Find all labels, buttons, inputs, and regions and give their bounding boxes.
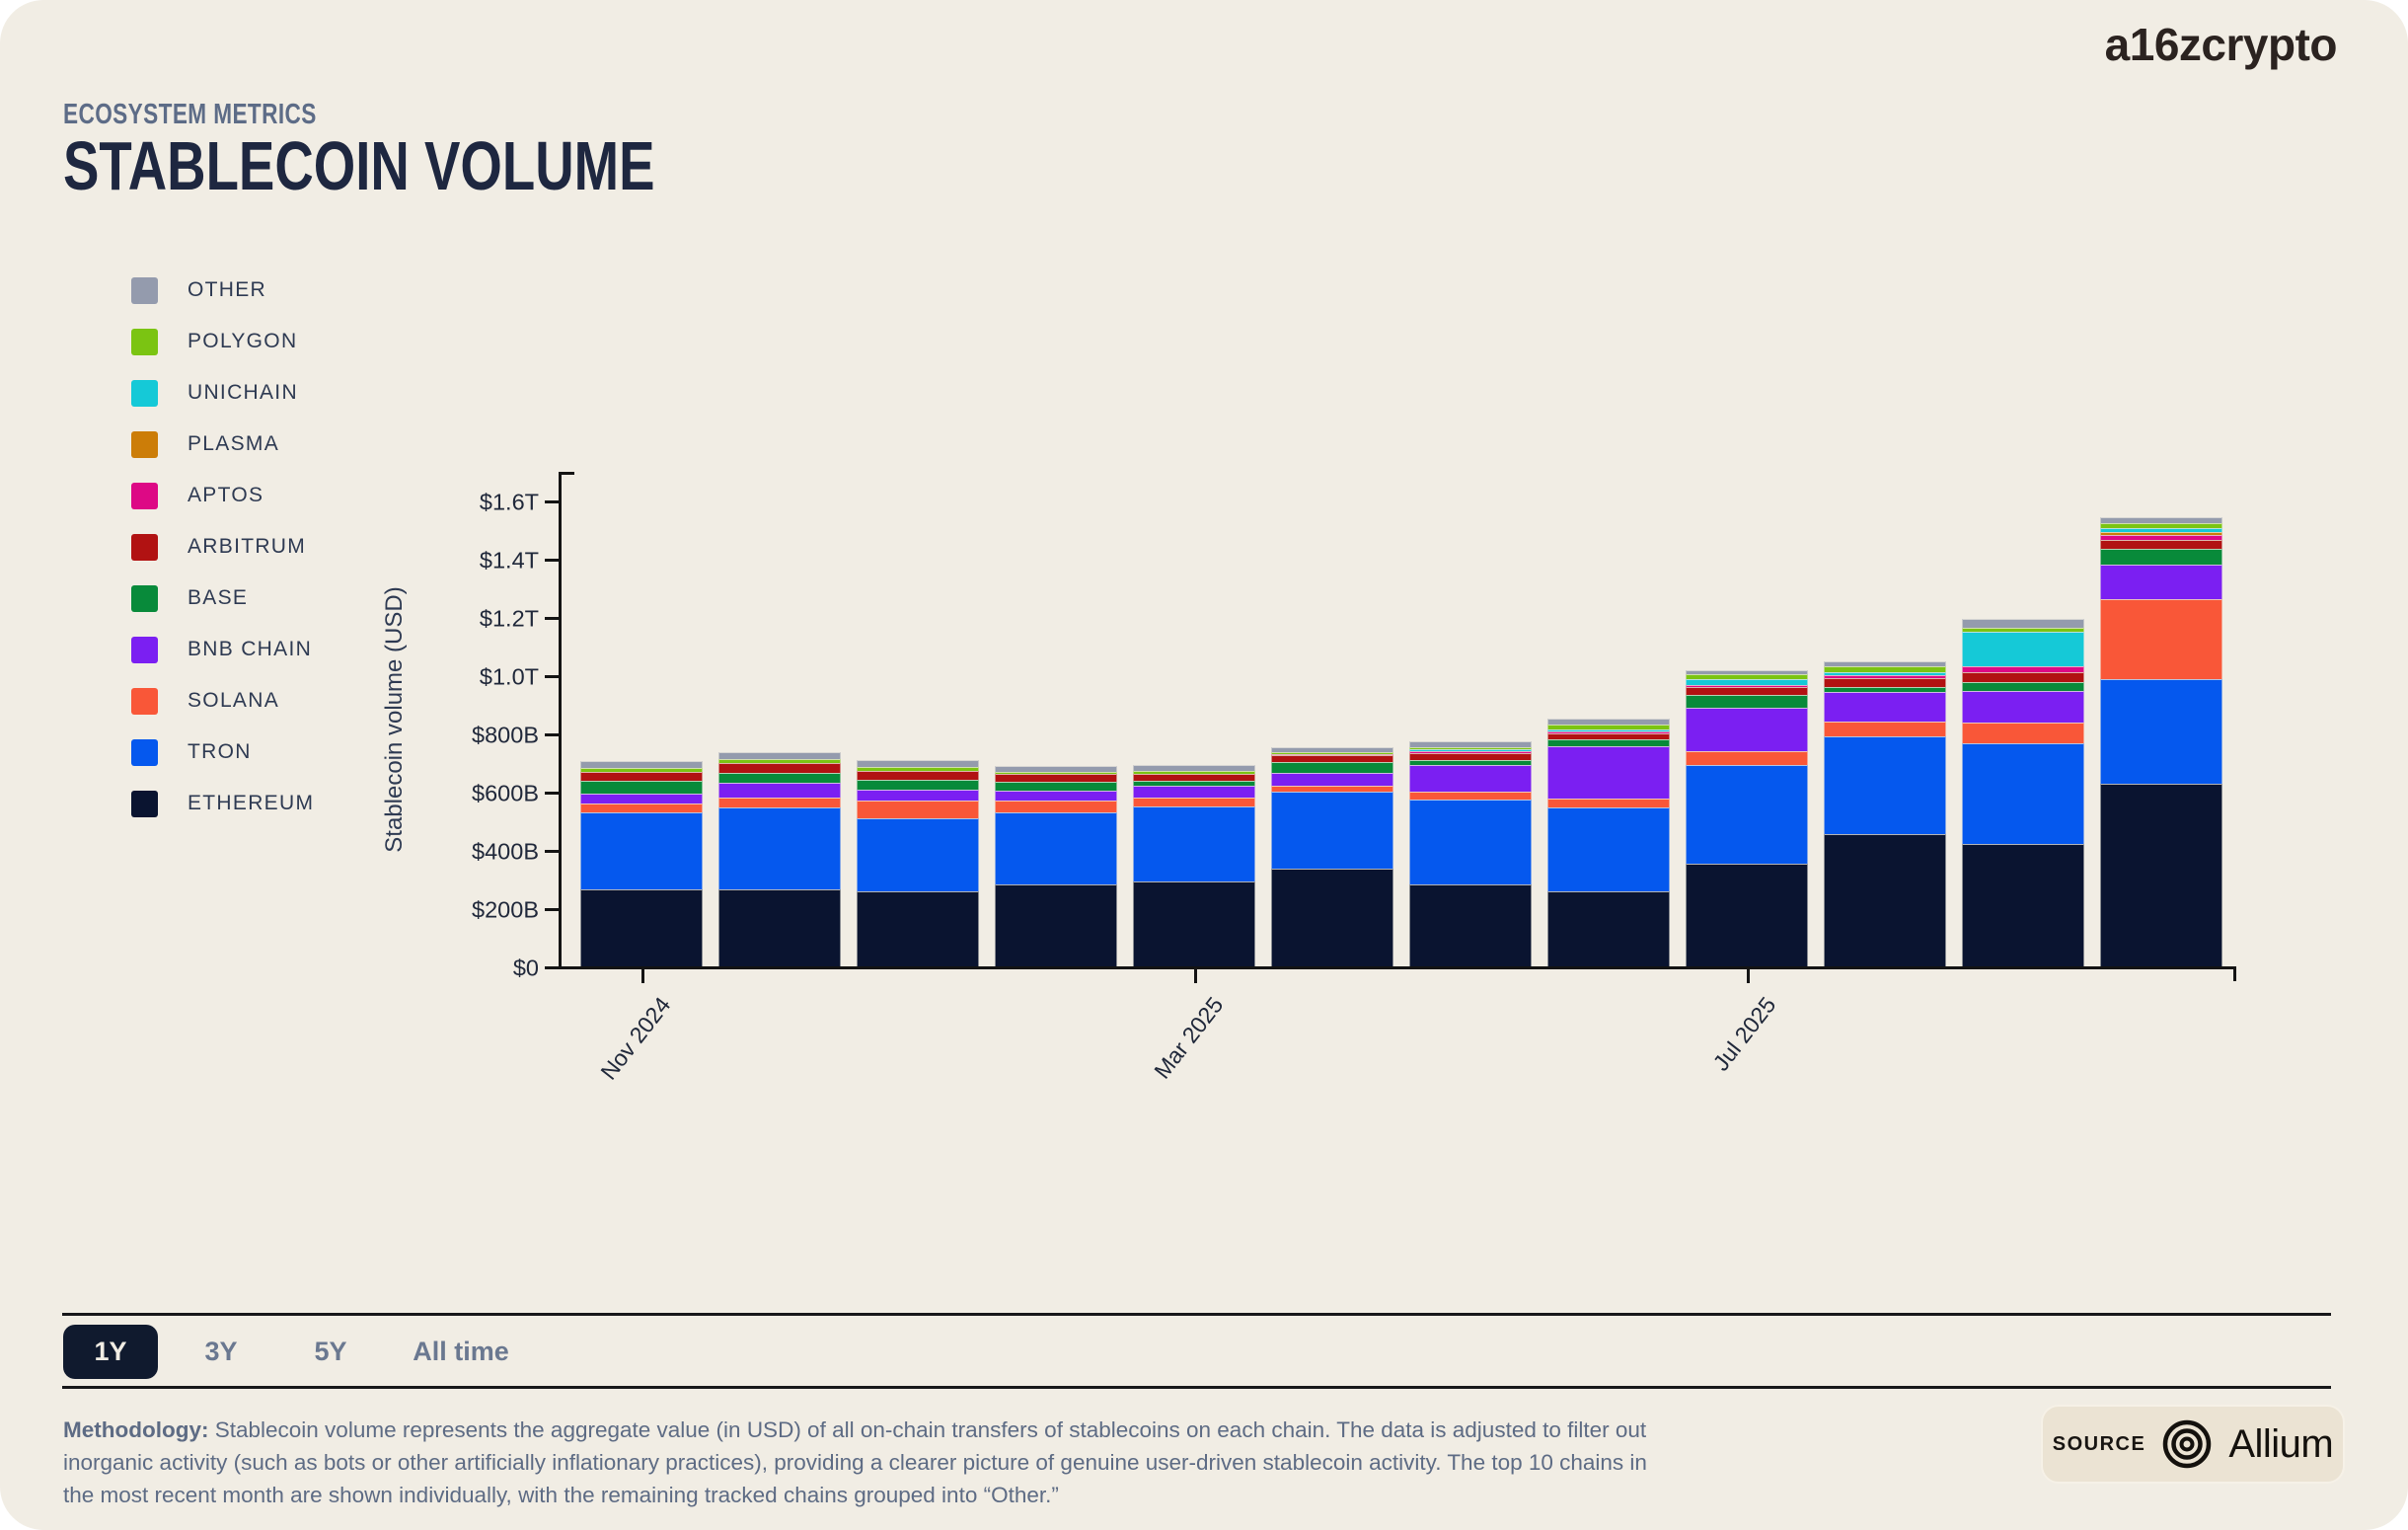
y-axis-line [559,472,562,969]
legend-swatch [131,688,158,715]
segment-arbitrum[interactable] [1962,672,2084,682]
segment-bnb-chain[interactable] [1824,692,1946,722]
segment-bnb-chain[interactable] [2100,565,2222,599]
y-tick [545,733,559,736]
segment-base[interactable] [857,780,979,790]
legend-label: APTOS [188,484,264,506]
segment-base[interactable] [995,782,1117,791]
segment-ethereum[interactable] [1824,834,1946,966]
segment-bnb-chain[interactable] [1271,773,1393,786]
segment-other[interactable] [1962,619,2084,627]
x-tick [1747,969,1750,983]
segment-unichain[interactable] [1686,679,1808,686]
segment-unichain[interactable] [1962,632,2084,666]
segment-ethereum[interactable] [1547,891,1670,966]
segment-base[interactable] [1547,739,1670,746]
bar-oct-2025[interactable] [2100,517,2222,966]
segment-tron[interactable] [1686,765,1808,863]
x-tick-label: Nov 2024 [595,992,676,1085]
segment-arbitrum[interactable] [1824,678,1946,687]
a16zcrypto-logo[interactable]: a16zcrypto [2104,19,2337,70]
y-tick-label: $600B [472,780,539,805]
segment-arbitrum[interactable] [2100,540,2222,548]
bar-jan-2025[interactable] [857,760,979,966]
segment-base[interactable] [2100,549,2222,565]
legend-item-polygon[interactable] [131,327,297,356]
legend-item-plasma[interactable] [131,429,279,459]
legend-label: TRON [188,740,252,763]
segment-arbitrum[interactable] [1133,774,1255,781]
segment-solana[interactable] [995,801,1117,812]
methodology-label: Methodology: [63,1417,209,1442]
segment-tron[interactable] [718,807,841,889]
legend-item-arbitrum[interactable] [131,532,306,562]
segment-tron[interactable] [857,818,979,891]
legend-swatch [131,277,158,304]
legend-swatch [131,483,158,509]
allium-bullseye-icon [2161,1418,2213,1470]
bar-nov-2024[interactable] [580,761,703,966]
segment-solana[interactable] [1133,798,1255,806]
legend-label: ARBITRUM [188,535,307,558]
x-tick [641,969,644,983]
x-tick-label: Mar 2025 [1149,992,1229,1084]
source-badge[interactable] [2041,1405,2345,1484]
range-button-3y[interactable]: 3Y [204,1337,238,1366]
legend-swatch [131,791,158,817]
legend-label: OTHER [188,278,266,301]
legend-item-ethereum[interactable] [131,789,314,818]
segment-ethereum[interactable] [1271,869,1393,966]
y-tick [545,908,559,911]
y-tick [545,500,559,503]
y-tick-label: $0 [512,955,539,980]
segment-arbitrum[interactable] [995,774,1117,781]
x-axis-line [559,966,2236,969]
segment-tron[interactable] [580,812,703,889]
y-tick [545,617,559,620]
segment-ethereum[interactable] [718,889,841,966]
y-tick [545,850,559,853]
legend-label: SOLANA [188,689,279,712]
y-axis-top-cap [559,472,574,475]
methodology-body: Stablecoin volume represents the aggregate value (in USD) of all on-chain transfers of stablecoins on each chain. The data is adjusted to filter out inorganic activity (such as bots or other artificially inflationary practices), providing a clearer picture of genuine user-driven stablecoin activity. The top 10 chains in the most recent month are shown individually, with the remaining tracked chains grouped into “Other.” [63,1417,1647,1508]
legend-item-bnb-chain[interactable] [131,635,312,664]
y-tick-label: $1.4T [479,547,539,573]
segment-arbitrum[interactable] [718,763,841,774]
segment-bnb-chain[interactable] [857,790,979,801]
segment-arbitrum[interactable] [1271,755,1393,762]
bar-apr-2025[interactable] [1271,747,1393,966]
legend-item-base[interactable] [131,583,248,613]
segment-ethereum[interactable] [995,884,1117,966]
bar-jun-2025[interactable] [1547,719,1670,966]
segment-tron[interactable] [1547,807,1670,891]
source-label: SOURCE [2052,1432,2146,1455]
segment-bnb-chain[interactable] [1962,691,2084,723]
segment-solana[interactable] [1686,751,1808,765]
segment-tron[interactable] [1824,736,1946,834]
segment-tron[interactable] [995,812,1117,884]
y-axis-title: Stablecoin volume (USD) [381,586,408,853]
legend-item-tron[interactable] [131,737,252,767]
segment-ethereum[interactable] [580,889,703,966]
legend-swatch [131,431,158,458]
y-tick-label: $400B [472,838,539,864]
segment-solana[interactable] [1409,792,1532,800]
segment-arbitrum[interactable] [580,772,703,781]
legend-label: BNB CHAIN [188,638,313,660]
legend-swatch [131,637,158,663]
segment-bnb-chain[interactable] [995,791,1117,801]
x-tick [1194,969,1197,983]
legend-label: POLYGON [188,330,298,352]
bar-sep-2025[interactable] [1962,619,2084,966]
segment-arbitrum[interactable] [857,771,979,780]
y-tick [545,792,559,795]
y-tick-label: $1.0T [479,663,539,689]
segment-bnb-chain[interactable] [1409,765,1532,792]
segment-base[interactable] [1686,695,1808,708]
bar-jul-2025[interactable] [1686,670,1808,966]
segment-bnb-chain[interactable] [1133,786,1255,798]
segment-base[interactable] [718,773,841,783]
segment-solana[interactable] [718,798,841,807]
segment-tron[interactable] [1133,806,1255,881]
legend-item-unichain[interactable] [131,378,298,408]
segment-other[interactable] [857,760,979,767]
legend-swatch [131,380,158,407]
legend-label: ETHEREUM [188,792,315,814]
bar-aug-2025[interactable] [1824,661,1946,966]
methodology-text [63,1414,1672,1511]
segment-tron[interactable] [2100,679,2222,785]
segment-other[interactable] [718,752,841,759]
segment-solana[interactable] [580,803,703,812]
segment-ethereum[interactable] [1962,844,2084,966]
legend-swatch [131,329,158,355]
bar-dec-2024[interactable] [718,752,841,966]
segment-tron[interactable] [1409,800,1532,883]
segment-bnb-chain[interactable] [580,794,703,803]
segment-solana[interactable] [1962,723,2084,743]
segment-ethereum[interactable] [1686,864,1808,966]
legend-item-aptos[interactable] [131,481,263,510]
segment-bnb-chain[interactable] [1547,746,1670,799]
segment-ethereum[interactable] [2100,784,2222,966]
segment-solana[interactable] [2100,599,2222,679]
source-name: Allium [2228,1421,2334,1466]
segment-tron[interactable] [1962,743,2084,844]
y-tick-label: $200B [472,896,539,922]
kicker: ECOSYSTEM METRICS [63,99,317,130]
bar-may-2025[interactable] [1409,741,1532,966]
segment-solana[interactable] [1547,799,1670,807]
legend-label: UNICHAIN [188,381,298,404]
page-title: STABLECOIN VOLUME [63,127,655,204]
legend-swatch [131,585,158,612]
segment-solana[interactable] [1824,722,1946,736]
segment-arbitrum[interactable] [1409,753,1532,760]
segment-bnb-chain[interactable] [718,783,841,797]
range-button-1y[interactable]: 1Y [63,1325,158,1379]
bar-mar-2025[interactable] [1133,765,1255,966]
y-tick [545,966,559,969]
bar-feb-2025[interactable] [995,766,1117,966]
divider-top [62,1313,2331,1316]
segment-base[interactable] [1271,762,1393,773]
x-tick-label: Jul 2025 [1707,992,1781,1076]
segment-bnb-chain[interactable] [1686,708,1808,751]
segment-tron[interactable] [1271,792,1393,869]
legend-label: BASE [188,586,249,609]
divider-bottom [62,1386,2331,1389]
segment-ethereum[interactable] [857,891,979,966]
y-tick [545,675,559,678]
x-axis-end-tick [2233,966,2236,981]
segment-solana[interactable] [857,801,979,818]
y-tick-label: $800B [472,722,539,747]
range-button-all-time[interactable]: All time [413,1337,509,1366]
y-tick-label: $1.6T [479,489,539,514]
y-tick-label: $1.2T [479,605,539,631]
segment-arbitrum[interactable] [1686,687,1808,695]
range-button-5y[interactable]: 5Y [314,1337,347,1366]
y-tick [545,559,559,562]
legend-item-solana[interactable] [131,686,279,716]
legend-item-other[interactable] [131,275,266,305]
segment-base[interactable] [1962,682,2084,691]
legend-swatch [131,534,158,561]
segment-base[interactable] [580,781,703,794]
segment-ethereum[interactable] [1133,881,1255,966]
legend-label: PLASMA [188,432,279,455]
segment-ethereum[interactable] [1409,884,1532,966]
legend-swatch [131,739,158,766]
